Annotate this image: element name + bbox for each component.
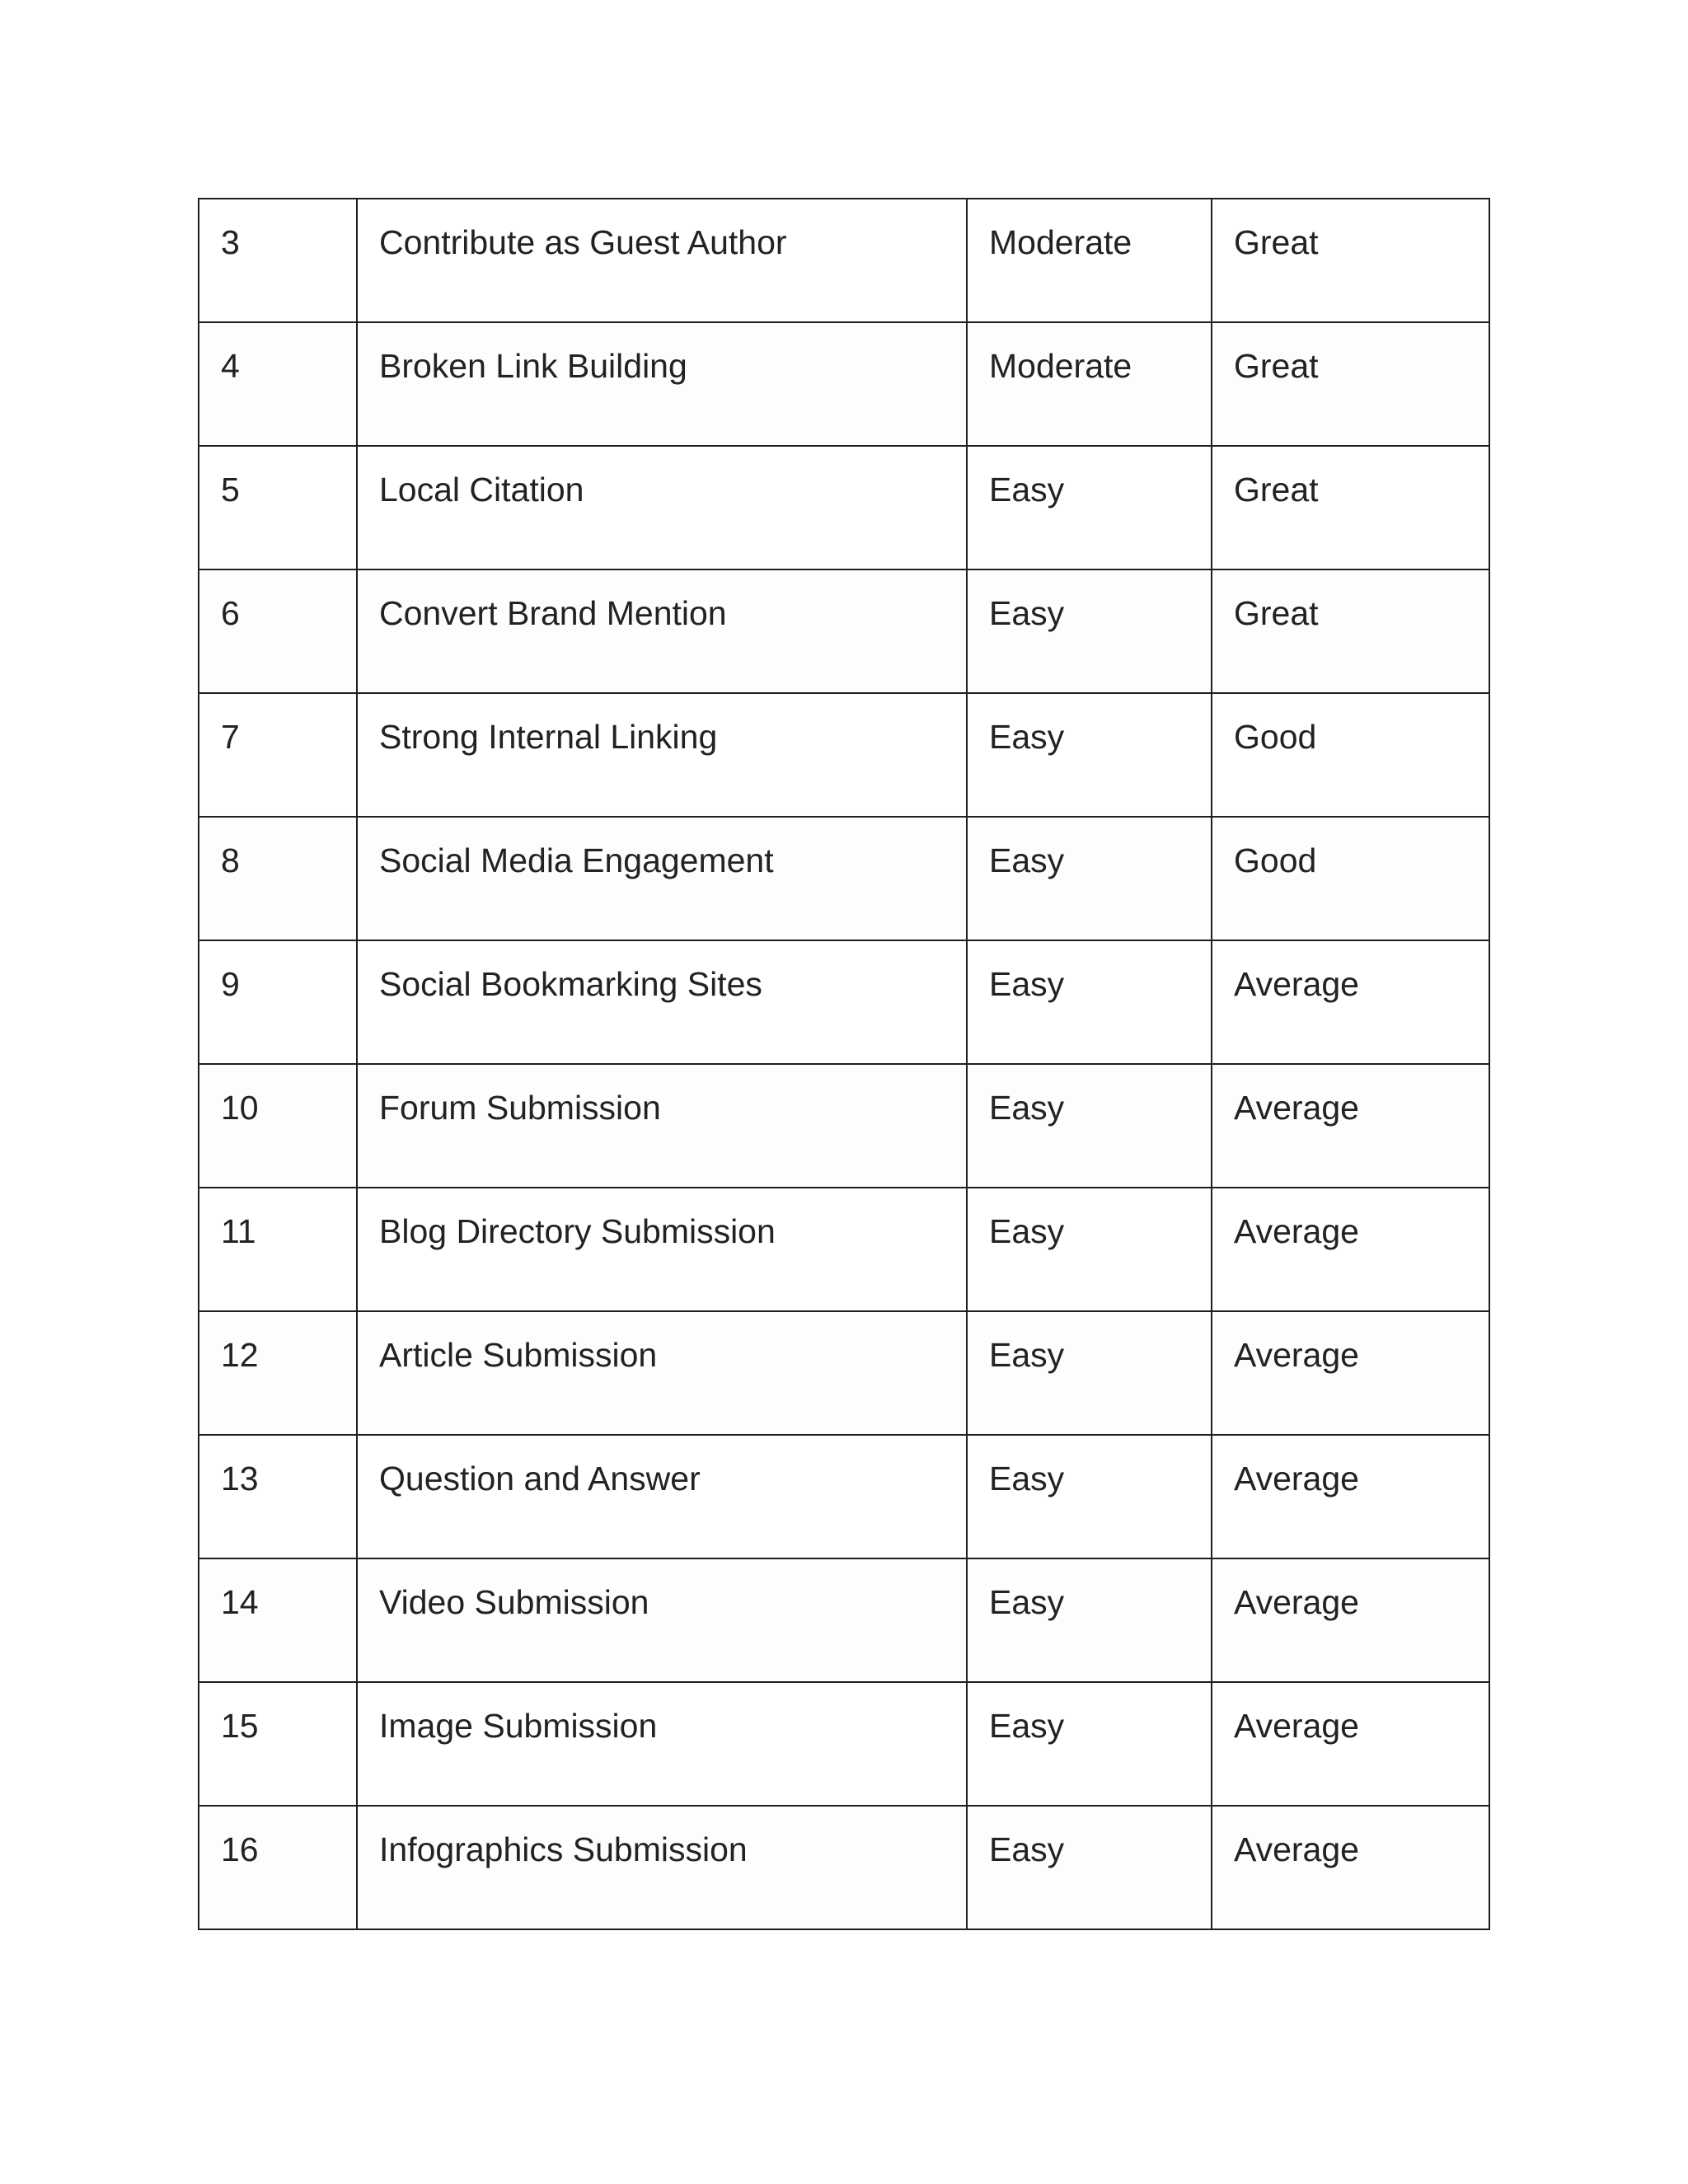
cell-number: 5	[199, 446, 357, 569]
cell-number: 15	[199, 1682, 357, 1806]
cell-impact: Great	[1212, 199, 1489, 322]
cell-number: 11	[199, 1188, 357, 1311]
cell-impact: Average	[1212, 1064, 1489, 1188]
cell-number: 3	[199, 199, 357, 322]
cell-difficulty: Easy	[967, 1806, 1212, 1929]
table-row	[199, 446, 1489, 569]
table-row	[199, 322, 1489, 446]
cell-difficulty: Easy	[967, 1311, 1212, 1435]
cell-difficulty: Easy	[967, 1558, 1212, 1682]
cell-difficulty: Easy	[967, 1682, 1212, 1806]
cell-technique: Broken Link Building	[357, 322, 967, 446]
cell-difficulty: Easy	[967, 446, 1212, 569]
cell-difficulty: Easy	[967, 1064, 1212, 1188]
cell-impact: Good	[1212, 693, 1489, 817]
cell-technique: Forum Submission	[357, 1064, 967, 1188]
table-row	[199, 569, 1489, 693]
cell-technique: Blog Directory Submission	[357, 1188, 967, 1311]
cell-number: 7	[199, 693, 357, 817]
cell-impact: Average	[1212, 1682, 1489, 1806]
table-row	[199, 693, 1489, 817]
table-row	[199, 940, 1489, 1064]
cell-technique: Article Submission	[357, 1311, 967, 1435]
table-row	[199, 1682, 1489, 1806]
cell-number: 13	[199, 1435, 357, 1558]
cell-impact: Great	[1212, 446, 1489, 569]
cell-difficulty: Easy	[967, 1188, 1212, 1311]
cell-impact: Average	[1212, 1311, 1489, 1435]
cell-technique: Strong Internal Linking	[357, 693, 967, 817]
table-row	[199, 1806, 1489, 1929]
cell-difficulty: Easy	[967, 940, 1212, 1064]
link-building-table	[198, 198, 1490, 1930]
cell-difficulty: Easy	[967, 693, 1212, 817]
cell-technique: Social Bookmarking Sites	[357, 940, 967, 1064]
cell-technique: Local Citation	[357, 446, 967, 569]
cell-number: 14	[199, 1558, 357, 1682]
cell-impact: Average	[1212, 1435, 1489, 1558]
cell-number: 6	[199, 569, 357, 693]
cell-impact: Great	[1212, 322, 1489, 446]
cell-number: 8	[199, 817, 357, 940]
cell-impact: Good	[1212, 817, 1489, 940]
cell-technique: Social Media Engagement	[357, 817, 967, 940]
table-row	[199, 1435, 1489, 1558]
cell-impact: Average	[1212, 940, 1489, 1064]
cell-difficulty: Easy	[967, 1435, 1212, 1558]
cell-technique: Image Submission	[357, 1682, 967, 1806]
cell-difficulty: Easy	[967, 817, 1212, 940]
cell-number: 12	[199, 1311, 357, 1435]
table-row	[199, 817, 1489, 940]
cell-difficulty: Easy	[967, 569, 1212, 693]
cell-difficulty: Moderate	[967, 199, 1212, 322]
cell-technique: Convert Brand Mention	[357, 569, 967, 693]
cell-impact: Average	[1212, 1806, 1489, 1929]
cell-technique: Question and Answer	[357, 1435, 967, 1558]
table-body	[199, 199, 1489, 1929]
cell-technique: Video Submission	[357, 1558, 967, 1682]
cell-number: 10	[199, 1064, 357, 1188]
table-row	[199, 1188, 1489, 1311]
cell-impact: Great	[1212, 569, 1489, 693]
cell-impact: Average	[1212, 1558, 1489, 1682]
cell-technique: Infographics Submission	[357, 1806, 967, 1929]
cell-number: 4	[199, 322, 357, 446]
table-row	[199, 1311, 1489, 1435]
table-row	[199, 199, 1489, 322]
cell-number: 9	[199, 940, 357, 1064]
cell-difficulty: Moderate	[967, 322, 1212, 446]
cell-technique: Contribute as Guest Author	[357, 199, 967, 322]
table-row	[199, 1558, 1489, 1682]
cell-impact: Average	[1212, 1188, 1489, 1311]
cell-number: 16	[199, 1806, 357, 1929]
table-row	[199, 1064, 1489, 1188]
